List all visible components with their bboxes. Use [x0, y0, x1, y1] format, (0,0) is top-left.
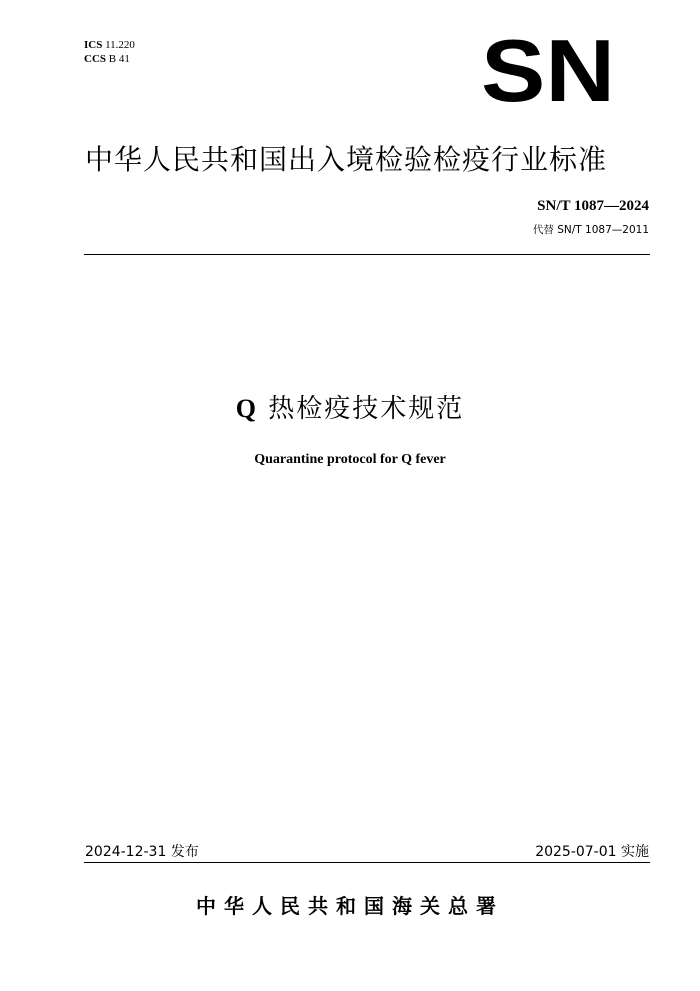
replaces-standard: 代替 SN/T 1087—2011	[532, 224, 649, 236]
ics-code: ICS 11.220	[84, 39, 135, 51]
issue-date: 2024-12-31 发布	[85, 844, 199, 860]
issuing-authority: 中华人民共和国海关总署	[196, 894, 504, 918]
document-title: Q 热检疫技术规范	[235, 394, 465, 424]
ccs-code: CCS B 41	[84, 53, 130, 65]
english-title: Quarantine protocol for Q fever	[254, 452, 446, 467]
header-divider	[84, 254, 650, 255]
sn-logo	[480, 37, 616, 105]
organization-heading: 中华人民共和国出入境检验检疫行业标准	[85, 143, 608, 176]
standard-number: SN/T 1087—2024	[537, 198, 649, 214]
classification-codes	[84, 38, 135, 66]
svg-text:SN: SN	[481, 37, 615, 105]
footer-divider	[84, 862, 650, 863]
implementation-date: 2025-07-01 实施	[535, 844, 649, 860]
